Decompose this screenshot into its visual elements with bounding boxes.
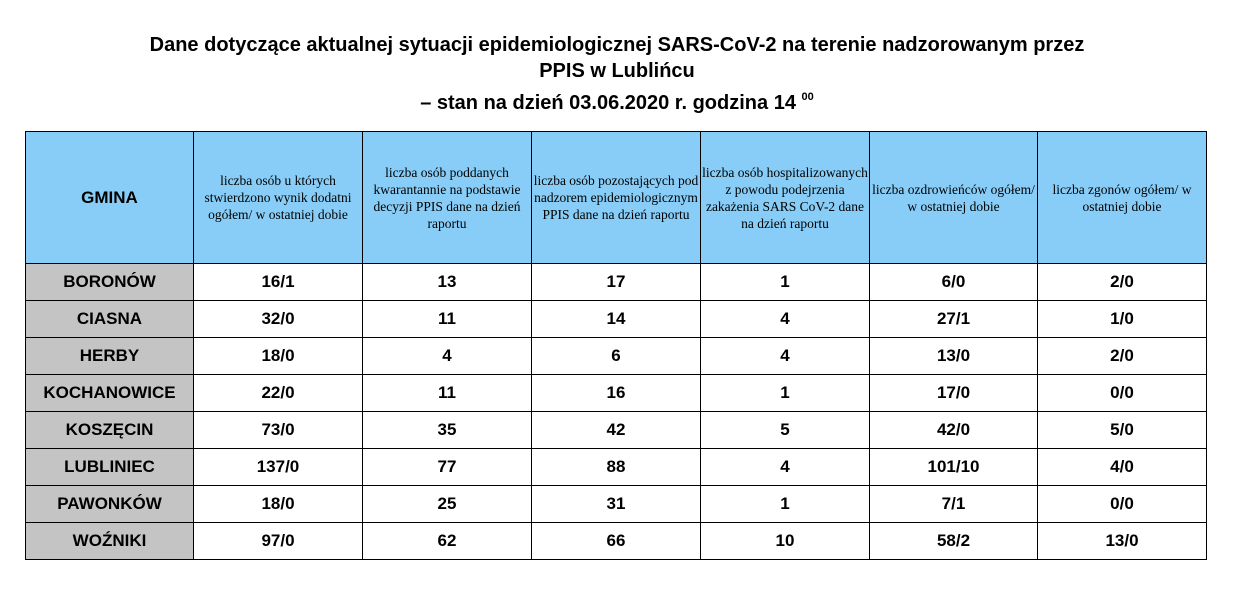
hospitalized-cell: 1 (701, 264, 870, 301)
gmina-cell: WOŹNIKI (26, 523, 194, 560)
hospitalized-cell: 4 (701, 301, 870, 338)
quarantine-cell: 11 (363, 301, 532, 338)
quarantine-cell: 25 (363, 486, 532, 523)
quarantine-cell: 11 (363, 375, 532, 412)
deaths-cell: 2/0 (1038, 264, 1207, 301)
title-line-3 (0, 84, 1234, 116)
deaths-cell: 2/0 (1038, 338, 1207, 375)
hospitalized-cell: 4 (701, 338, 870, 375)
positive-cell: 73/0 (194, 412, 363, 449)
header-hospitalized: liczba osób hospitalizowanych z powodu podejrzenia zakażenia SARS CoV-2 dane na dzień raportu (701, 132, 870, 264)
positive-cell: 16/1 (194, 264, 363, 301)
header-surveillance: liczba osób pozostających pod nadzorem epidemiologicznym PPIS dane na dzień raportu (532, 132, 701, 264)
epidemiology-table (25, 131, 1207, 560)
deaths-cell: 13/0 (1038, 523, 1207, 560)
gmina-cell: CIASNA (26, 301, 194, 338)
deaths-cell: 4/0 (1038, 449, 1207, 486)
recovered-cell: 13/0 (870, 338, 1038, 375)
header-recovered: liczba ozdrowieńców ogółem/ w ostatniej dobie (870, 132, 1038, 264)
header-quarantine: liczba osób poddanych kwarantannie na podstawie decyzji PPIS dane na dzień raportu (363, 132, 532, 264)
title-line-2: PPIS w Lublińcu (539, 60, 695, 82)
table-row (26, 412, 1207, 449)
recovered-cell: 42/0 (870, 412, 1038, 449)
gmina-cell: HERBY (26, 338, 194, 375)
header-positive-cases: liczba osób u których stwierdzono wynik dodatni ogółem/ w ostatniej dobie (194, 132, 363, 264)
document-title (0, 32, 1234, 116)
deaths-cell: 0/0 (1038, 375, 1207, 412)
header-gmina: GMINA (26, 132, 194, 264)
table-row (26, 449, 1207, 486)
gmina-cell: BORONÓW (26, 264, 194, 301)
table-row (26, 264, 1207, 301)
recovered-cell: 7/1 (870, 486, 1038, 523)
table-row (26, 486, 1207, 523)
surveillance-cell: 6 (532, 338, 701, 375)
surveillance-cell: 16 (532, 375, 701, 412)
table-row (26, 338, 1207, 375)
hospitalized-cell: 10 (701, 523, 870, 560)
surveillance-cell: 66 (532, 523, 701, 560)
surveillance-cell: 88 (532, 449, 701, 486)
quarantine-cell: 4 (363, 338, 532, 375)
positive-cell: 32/0 (194, 301, 363, 338)
positive-cell: 137/0 (194, 449, 363, 486)
deaths-cell: 1/0 (1038, 301, 1207, 338)
hospitalized-cell: 4 (701, 449, 870, 486)
title-line-1: Dane dotyczące aktualnej sytuacji epidemiologicznej SARS-CoV-2 na terenie nadzorowanym przez (149, 34, 1085, 56)
table-header-row (26, 132, 1207, 264)
quarantine-cell: 13 (363, 264, 532, 301)
positive-cell: 18/0 (194, 486, 363, 523)
table-row (26, 523, 1207, 560)
surveillance-cell: 42 (532, 412, 701, 449)
gmina-cell: KOCHANOWICE (26, 375, 194, 412)
surveillance-cell: 31 (532, 486, 701, 523)
gmina-cell: PAWONKÓW (26, 486, 194, 523)
recovered-cell: 27/1 (870, 301, 1038, 338)
header-deaths: liczba zgonów ogółem/ w ostatniej dobie (1038, 132, 1207, 264)
gmina-cell: LUBLINIEC (26, 449, 194, 486)
hospitalized-cell: 5 (701, 412, 870, 449)
quarantine-cell: 77 (363, 449, 532, 486)
title-hour-superscript: 00 (801, 91, 814, 103)
gmina-cell: KOSZĘCIN (26, 412, 194, 449)
quarantine-cell: 62 (363, 523, 532, 560)
positive-cell: 18/0 (194, 338, 363, 375)
positive-cell: 97/0 (194, 523, 363, 560)
recovered-cell: 6/0 (870, 264, 1038, 301)
surveillance-cell: 14 (532, 301, 701, 338)
positive-cell: 22/0 (194, 375, 363, 412)
hospitalized-cell: 1 (701, 375, 870, 412)
deaths-cell: 0/0 (1038, 486, 1207, 523)
quarantine-cell: 35 (363, 412, 532, 449)
table-row (26, 375, 1207, 412)
hospitalized-cell: 1 (701, 486, 870, 523)
table-row (26, 301, 1207, 338)
recovered-cell: 17/0 (870, 375, 1038, 412)
title-date: – stan na dzień 03.06.2020 r. godzina 14 (420, 92, 796, 114)
surveillance-cell: 17 (532, 264, 701, 301)
deaths-cell: 5/0 (1038, 412, 1207, 449)
recovered-cell: 58/2 (870, 523, 1038, 560)
recovered-cell: 101/10 (870, 449, 1038, 486)
